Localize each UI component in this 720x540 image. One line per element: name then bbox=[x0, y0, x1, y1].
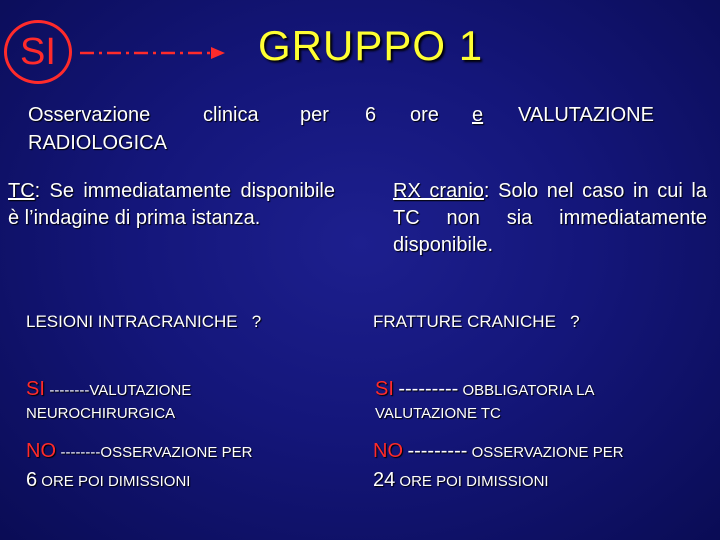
no-word: NO bbox=[26, 440, 56, 462]
rx-text: Solo nel caso in cui la TC non sia immediatamente disponibile. bbox=[393, 180, 707, 256]
tc-colon: : bbox=[34, 180, 41, 202]
slide-title: GRUPPO 1 bbox=[258, 22, 484, 69]
si-dashes: -------- bbox=[49, 382, 90, 399]
fratture-si-line-2: VALUTAZIONE TC bbox=[375, 405, 501, 422]
lesioni-si-option bbox=[26, 378, 191, 401]
no-hours: 24 bbox=[373, 469, 396, 491]
si-word: SI bbox=[375, 378, 394, 400]
si-text: VALUTAZIONE bbox=[89, 382, 192, 399]
no-hours: 6 bbox=[26, 469, 38, 491]
si-dashes: --------- bbox=[398, 378, 459, 400]
header-word: per bbox=[300, 104, 329, 126]
si-badge-label: SI bbox=[20, 31, 56, 73]
no-word: NO bbox=[373, 440, 403, 462]
no-line-2-text: ORE POI DIMISSIONI bbox=[395, 473, 549, 490]
no-text: OSSERVAZIONE PER bbox=[100, 444, 253, 461]
header-word: clinica bbox=[203, 104, 259, 126]
lesioni-no-option bbox=[26, 440, 252, 463]
tc-paragraph bbox=[8, 178, 335, 232]
tc-text: Se immediatamente disponibile è l’indagine di prima istanza. bbox=[8, 180, 335, 229]
no-dashes: --------- bbox=[407, 440, 468, 462]
header-line-2: RADIOLOGICA bbox=[28, 132, 167, 154]
lesioni-no-line-2 bbox=[26, 469, 190, 492]
header-word: 6 bbox=[365, 104, 377, 126]
no-dashes: -------- bbox=[60, 444, 101, 461]
fratture-si-option bbox=[375, 378, 594, 401]
fratture-heading: FRATTURE CRANICHE ? bbox=[373, 312, 580, 331]
rx-colon: : bbox=[483, 180, 490, 202]
header-word: ore bbox=[410, 104, 439, 126]
rx-paragraph bbox=[393, 178, 707, 259]
header-word: VALUTAZIONE bbox=[518, 104, 654, 126]
tc-label: TC bbox=[8, 180, 35, 202]
fratture-no-line-2 bbox=[373, 469, 549, 492]
no-line-2-text: ORE POI DIMISSIONI bbox=[37, 473, 191, 490]
header-word: Osservazione bbox=[28, 104, 151, 126]
no-text: OSSERVAZIONE PER bbox=[467, 444, 624, 461]
header-word: e bbox=[472, 104, 484, 126]
dash-dot-arrow-icon bbox=[78, 42, 228, 64]
fratture-no-option bbox=[373, 440, 624, 463]
si-badge bbox=[4, 20, 72, 84]
rx-label: RX cranio bbox=[393, 180, 484, 202]
lesioni-si-line-2: NEUROCHIRURGICA bbox=[26, 405, 176, 422]
si-word: SI bbox=[26, 378, 45, 400]
si-text: OBBLIGATORIA LA bbox=[458, 382, 595, 399]
lesioni-heading: LESIONI INTRACRANICHE ? bbox=[26, 312, 262, 331]
